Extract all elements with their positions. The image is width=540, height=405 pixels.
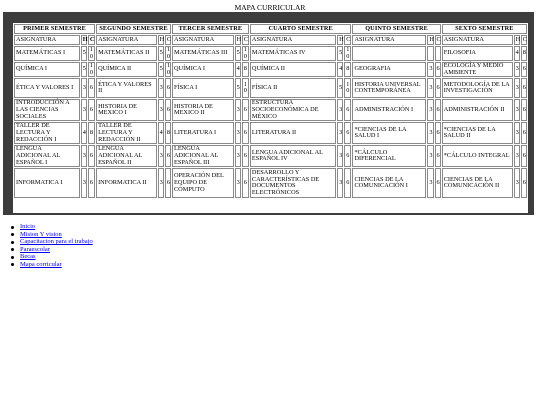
nav-list-item [20, 253, 93, 261]
nav-list-item [20, 246, 93, 254]
subject-column-header: ASIGNATURA [14, 35, 80, 45]
credits-cell: 10 [344, 46, 351, 61]
credits-cell: 6 [344, 99, 351, 121]
hours-cell: 3 [427, 168, 433, 198]
hours-cell: 3 [81, 168, 87, 198]
hours-column-header: H [158, 35, 164, 45]
hours-cell: 4 [235, 62, 241, 77]
credits-cell: 6 [435, 62, 441, 77]
hours-column-header: H [235, 35, 241, 45]
credits-cell: 8 [88, 122, 95, 144]
credits-cell: 10 [166, 46, 170, 60]
hours-cell: 4 [337, 62, 343, 77]
subject-cell: ÉTICA Y VALORES I [14, 78, 80, 98]
credits-cell: 6 [165, 168, 171, 198]
subject-cell: LENGUA ADICIONAL AL ESPAÑOL II [96, 145, 157, 167]
subject-cell: INFORMATICA I [14, 168, 80, 198]
credits-cell: 6 [435, 145, 441, 167]
subject-cell: FÍSICA II [250, 78, 336, 98]
subject-cell: *CIENCIAS DE LA SALUD II [442, 122, 513, 144]
nav-list-item [20, 223, 93, 231]
nav-list-item [20, 231, 93, 239]
hours-cell: 3 [514, 78, 520, 98]
table-row [14, 145, 527, 167]
subject-cell: INFORMATICA II [96, 168, 157, 198]
hours-cell: 3 [235, 168, 241, 198]
subject-cell: QUÍMICA I [172, 62, 234, 77]
curriculum-table [13, 23, 528, 199]
subject-cell: MATEMÁTICAS II [96, 46, 157, 61]
subject-cell: LENGUA ADICIONAL AL ESPAÑOL I [14, 145, 80, 167]
credits-cell: 6 [165, 99, 171, 121]
hours-cell: 3 [427, 78, 433, 98]
hours-cell: 3 [514, 62, 520, 77]
subject-column-header: ASIGNATURA [172, 35, 234, 45]
subject-cell: MATEMÁTICAS IV [250, 46, 336, 61]
subject-cell: ADMINISTRACIÓN I [352, 99, 426, 121]
hours-cell: 3 [158, 78, 164, 98]
credits-column-header: C [521, 35, 527, 45]
subject-column-header: ASIGNATURA [96, 35, 157, 45]
semester-header-1: PRIMER SEMESTRE [14, 24, 95, 34]
nav-list-item [20, 238, 93, 246]
subject-cell: ÉTICA Y VALORES II [96, 78, 157, 98]
page-title: MAPA CURRICULAR [234, 3, 306, 12]
credits-cell: 6 [521, 122, 527, 144]
hours-cell: 3 [514, 168, 520, 198]
hours-column-header: H [427, 35, 433, 45]
nav-link-paraescolar[interactable]: Paraescolar [20, 245, 50, 253]
credits-cell: 6 [242, 145, 249, 167]
subject-cell: ECOLOGÍA Y MEDIO AMBIENTE [442, 62, 513, 77]
hours-cell: 3 [427, 122, 433, 144]
credits-cell: 6 [521, 99, 527, 121]
hours-cell: 3 [337, 99, 343, 121]
hours-cell: 3 [337, 145, 343, 167]
hours-cell: 3 [81, 99, 87, 121]
subject-cell: LITERATURA I [172, 122, 234, 144]
credits-cell: 6 [435, 78, 441, 98]
hours-cell: 3 [81, 145, 87, 167]
hours-cell: 4 [514, 46, 520, 61]
curriculum-table-container [13, 23, 528, 213]
credits-cell: 6 [521, 145, 527, 167]
credits-cell: 6 [344, 168, 351, 198]
hours-cell: 5 [81, 46, 87, 61]
credits-cell: 6 [88, 145, 95, 167]
semester-header-2: SEGUNDO SEMESTRE [96, 24, 171, 34]
column-header-row [14, 35, 527, 45]
subject-cell: *CÁLCULO INTEGRAL [442, 145, 513, 167]
hours-cell: 3 [514, 145, 520, 167]
credits-column-header: C [88, 35, 95, 45]
hours-cell: 3 [337, 168, 343, 198]
credits-cell: 8 [242, 62, 249, 77]
subject-cell: HISTORIA DE MEXICO I [96, 99, 157, 121]
hours-cell: 5 [235, 46, 241, 61]
hours-cell: 3 [337, 122, 343, 144]
table-row [14, 168, 527, 198]
credits-cell: 6 [435, 99, 441, 121]
nav-link-becas[interactable]: Becas [20, 253, 36, 261]
subject-cell: FÍSICA I [172, 78, 234, 98]
subject-cell: ESTRUCTURA SOCIOECONÓMICA DE MÉXICO [250, 99, 336, 121]
credits-cell: 6 [242, 168, 249, 198]
credits-cell: 6 [88, 99, 95, 121]
table-row [14, 78, 527, 98]
credits-cell: 6 [521, 168, 527, 198]
credits-cell: 6 [165, 145, 171, 167]
hours-cell: 3 [514, 122, 520, 144]
subject-cell: OPERACIÓN DEL EQUIPO DE CÓMPUTO [172, 168, 234, 198]
subject-column-header: ASIGNATURA [442, 35, 513, 45]
subject-cell: MATEMÁTICAS I [14, 46, 80, 61]
credits-cell: 6 [88, 168, 95, 198]
hours-cell: 3 [235, 99, 241, 121]
subject-cell: GEOGRAFIA [352, 62, 426, 77]
credits-cell: 6 [521, 62, 527, 77]
subject-cell: QUÍMICA II [96, 62, 157, 77]
credits-cell: 6 [344, 122, 351, 144]
hours-cell: 3 [235, 145, 241, 167]
subject-cell: *CIENCIAS DE LA SALUD I [352, 122, 426, 144]
subject-column-header: ASIGNATURA [352, 35, 426, 45]
hours-cell: 5 [158, 62, 164, 77]
hours-cell: 3 [158, 145, 164, 167]
credits-column-header: C [242, 35, 249, 45]
credits-cell: 6 [88, 78, 95, 98]
nav-link-mapa-corricular[interactable]: Mapa corricular [20, 260, 62, 268]
subject-cell: MATEMÁTICAS III [172, 46, 234, 61]
subject-cell: QUÍMICA I [14, 62, 80, 77]
subject-column-header: ASIGNATURA [250, 35, 336, 45]
hours-column-header: H [514, 35, 520, 45]
credits-cell: 6 [435, 168, 441, 198]
nav-link-inicio[interactable]: Inicio [20, 223, 36, 230]
table-row [14, 62, 527, 77]
subject-cell: TALLER DE LECTURA Y REDACCIÓN II [96, 122, 157, 144]
credits-cell: 10 [88, 46, 95, 61]
hours-cell: 3 [427, 99, 433, 121]
table-row [14, 122, 527, 144]
hours-cell: 3 [427, 62, 433, 77]
subject-cell: LENGUA ADICIONAL AL ESPAÑOL III [172, 145, 234, 167]
semester-header-6: SEXTO SEMESTRE [442, 24, 527, 34]
hours-cell: 3 [514, 99, 520, 121]
credits-cell: 6 [344, 145, 351, 167]
curriculum-frame [3, 12, 534, 215]
credits-cell: 10 [242, 78, 249, 98]
subject-cell: METODOLOGÍA DE LA INVESTIGACIÓN [442, 78, 513, 98]
credits-cell: 10 [344, 78, 351, 98]
subject-cell: TALLER DE LECTURA Y REDACCIÓN I [14, 122, 80, 144]
hours-cell: 5 [337, 46, 343, 61]
hours-column-header: H [337, 35, 343, 45]
credits-cell [435, 46, 441, 61]
subject-cell: LITERATURA II [250, 122, 336, 144]
credits-cell: 6 [165, 78, 171, 98]
hours-column-header: H [81, 35, 87, 45]
subject-cell: *CÁLCULO DIFERENCIAL [352, 145, 426, 167]
semester-header-row [14, 24, 527, 34]
subject-cell: QUÍMICA II [250, 62, 336, 77]
table-row [14, 99, 527, 121]
credits-cell: 10 [166, 62, 170, 76]
semester-header-3: TERCER SEMESTRE [172, 24, 249, 34]
hours-cell: 5 [158, 46, 164, 61]
hours-cell: 4 [81, 122, 87, 144]
table-row [14, 46, 527, 61]
credits-cell: 6 [242, 99, 249, 121]
hours-cell: 5 [81, 62, 87, 77]
credits-cell: 8 [521, 46, 527, 61]
hours-cell: 4 [158, 122, 164, 144]
nav-link-mision-y-vision[interactable]: Mision Y vision [20, 230, 62, 238]
hours-cell [427, 46, 433, 61]
subject-cell: HISTORIA UNIVERSAL CONTEMPORÁNEA [352, 78, 426, 98]
subject-cell: CIENCIAS DE LA COMUNICACIÓN I [352, 168, 426, 198]
credits-cell: 6 [242, 122, 249, 144]
subject-cell [352, 46, 426, 61]
credits-cell: 6 [435, 122, 441, 144]
hours-cell: 3 [158, 168, 164, 198]
nav-list-item [20, 261, 93, 269]
semester-header-4: CUARTO SEMESTRE [250, 24, 352, 34]
hours-cell: 3 [81, 78, 87, 98]
subject-cell: FILOSOFIA [442, 46, 513, 61]
credits-cell: 10 [88, 62, 95, 77]
subject-cell: DESARROLLO Y CARACTERÍSTICAS DE DOCUMENTOS ELECTRÓNICOS [250, 168, 336, 198]
credits-cell: 8 [165, 122, 171, 144]
subject-cell: INTRODUCCIÓN A LAS CIENCIAS SOCIALES [14, 99, 80, 121]
subject-cell: ADMINISTRACIÓN II [442, 99, 513, 121]
credits-column-header: C [344, 35, 351, 45]
hours-cell: 3 [427, 145, 433, 167]
credits-cell: 10 [242, 46, 249, 61]
credits-column-header: C [435, 35, 441, 45]
nav-link-capacitacion-para-el-trabajo[interactable]: Capacitacion para el trabajo [20, 238, 93, 246]
subject-cell: HISTORIA DE MEXICO II [172, 99, 234, 121]
hours-cell: 5 [337, 78, 343, 98]
subject-cell: LENGUA ADICIONAL AL ESPAÑOL IV [250, 145, 336, 167]
hours-cell: 5 [235, 78, 241, 98]
credits-cell: 8 [344, 62, 351, 77]
subject-cell: CIENCIAS DE LA COMUNICACIÓN II [442, 168, 513, 198]
credits-column-header: C [165, 35, 171, 45]
credits-cell: 6 [521, 78, 527, 98]
hours-cell: 3 [158, 99, 164, 121]
nav-links-list [20, 223, 93, 269]
hours-cell: 3 [235, 122, 241, 144]
semester-header-5: QUINTO SEMESTRE [352, 24, 440, 34]
